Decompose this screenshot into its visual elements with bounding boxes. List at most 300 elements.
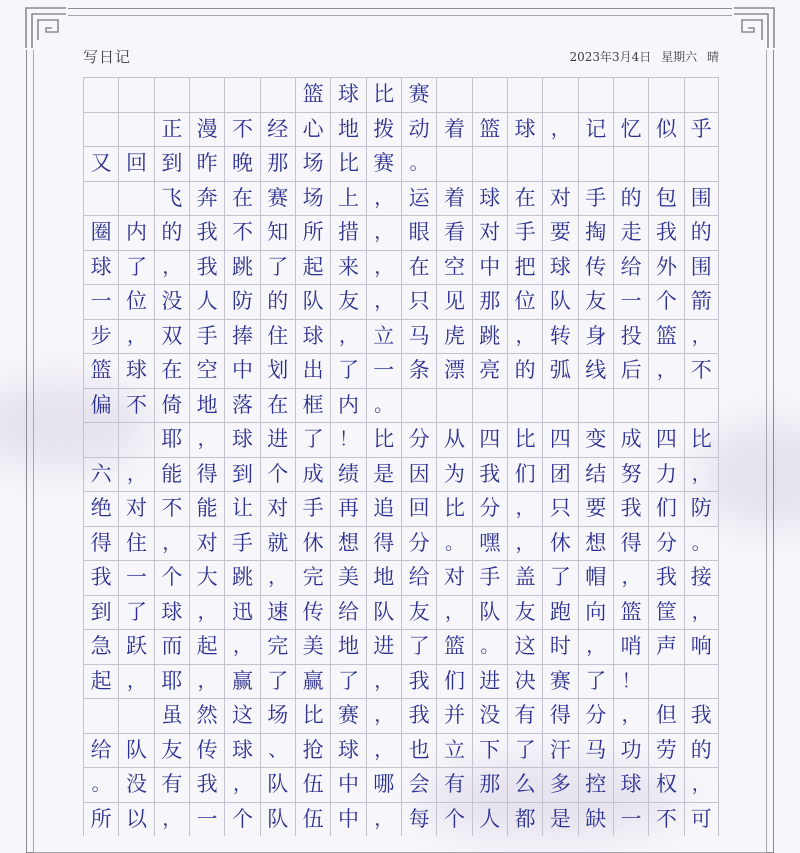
grid-cell-character: 空 xyxy=(189,353,224,388)
grid-cell-character: 结 xyxy=(578,457,613,492)
grid-cell-character: 是 xyxy=(366,457,401,492)
grid-cell-punctuation: ， xyxy=(118,319,153,354)
grid-cell-character: 我 xyxy=(648,215,683,250)
grid-cell-empty xyxy=(118,112,153,147)
grid-cell-character: 得 xyxy=(83,526,118,561)
diary-header xyxy=(83,44,719,72)
weather-text: 晴 xyxy=(706,50,719,64)
grid-cell-character: 时 xyxy=(542,629,577,664)
grid-cell-character: 赛 xyxy=(542,664,577,699)
grid-row xyxy=(83,767,719,802)
grid-cell-character: 美 xyxy=(295,629,330,664)
grid-cell-character: 球 xyxy=(224,733,259,768)
grid-cell-character: 比 xyxy=(366,422,401,457)
grid-cell-character: 绩 xyxy=(330,457,365,492)
grid-cell-character: 在 xyxy=(507,181,542,216)
grid-cell-character: 而 xyxy=(154,629,189,664)
grid-cell-punctuation: ， xyxy=(507,526,542,561)
grid-cell-character: 要 xyxy=(578,491,613,526)
grid-cell-character: 下 xyxy=(472,733,507,768)
grid-cell-character: 跳 xyxy=(224,560,259,595)
grid-cell-punctuation: ， xyxy=(366,284,401,319)
grid-cell-character: 框 xyxy=(295,388,330,423)
grid-cell-character: 成 xyxy=(613,422,648,457)
grid-cell-character: 成 xyxy=(295,457,330,492)
grid-cell-character: 球 xyxy=(330,733,365,768)
grid-cell-punctuation: ， xyxy=(330,319,365,354)
grid-cell-character: 球 xyxy=(542,250,577,285)
grid-cell-character: 大 xyxy=(189,560,224,595)
grid-cell-character: 因 xyxy=(401,457,436,492)
grid-cell-character: 们 xyxy=(436,664,471,699)
grid-cell-character: 所 xyxy=(295,215,330,250)
grid-cell-character: 没 xyxy=(154,284,189,319)
grid-cell-character: 中 xyxy=(224,353,259,388)
grid-cell-character: 在 xyxy=(401,250,436,285)
grid-cell-character: 的 xyxy=(613,181,648,216)
grid-cell-empty xyxy=(83,77,118,112)
grid-cell-punctuation: 。 xyxy=(684,526,719,561)
grid-cell-punctuation: ， xyxy=(189,422,224,457)
grid-cell-punctuation: 。 xyxy=(436,526,471,561)
grid-cell-empty xyxy=(118,422,153,457)
grid-cell-character: 哨 xyxy=(613,629,648,664)
grid-cell-empty xyxy=(260,77,295,112)
grid-cell-character: 动 xyxy=(401,112,436,147)
grid-cell-character: 想 xyxy=(330,526,365,561)
grid-cell-character: 这 xyxy=(507,629,542,664)
grid-cell-character: 来 xyxy=(330,250,365,285)
grid-cell-character: 圈 xyxy=(83,215,118,250)
grid-cell-character: 昨 xyxy=(189,146,224,181)
grid-cell-character: 晚 xyxy=(224,146,259,181)
grid-cell-character: 决 xyxy=(507,664,542,699)
grid-cell-character: 努 xyxy=(613,457,648,492)
grid-cell-empty xyxy=(613,77,648,112)
grid-cell-character: 要 xyxy=(542,215,577,250)
grid-cell-character: 包 xyxy=(648,181,683,216)
grid-cell-character: 完 xyxy=(260,629,295,664)
grid-cell-character: 个 xyxy=(154,560,189,595)
grid-cell-character: 中 xyxy=(330,802,365,837)
grid-cell-empty xyxy=(507,388,542,423)
grid-cell-character: 不 xyxy=(118,388,153,423)
grid-cell-character: 投 xyxy=(613,319,648,354)
grid-cell-character: 以 xyxy=(118,802,153,837)
grid-cell-punctuation: 、 xyxy=(260,733,295,768)
grid-cell-punctuation: ， xyxy=(366,181,401,216)
grid-cell-character: 一 xyxy=(613,284,648,319)
grid-cell-character: 权 xyxy=(648,767,683,802)
grid-cell-punctuation: ， xyxy=(366,698,401,733)
grid-cell-character: 对 xyxy=(118,491,153,526)
grid-cell-punctuation: ， xyxy=(578,629,613,664)
grid-cell-empty xyxy=(83,181,118,216)
grid-cell-character: 条 xyxy=(401,353,436,388)
grid-cell-empty xyxy=(684,146,719,181)
grid-cell-character: 比 xyxy=(330,146,365,181)
grid-cell-empty xyxy=(507,77,542,112)
grid-cell-character: 转 xyxy=(542,319,577,354)
grid-cell-character: 球 xyxy=(507,112,542,147)
grid-cell-character: 嘿 xyxy=(472,526,507,561)
grid-cell-character: 到 xyxy=(224,457,259,492)
grid-cell-character: 没 xyxy=(118,767,153,802)
grid-cell-character: 队 xyxy=(260,767,295,802)
grid-row xyxy=(83,388,719,423)
grid-cell-character: 响 xyxy=(684,629,719,664)
grid-cell-character: 我 xyxy=(189,767,224,802)
grid-cell-character: 能 xyxy=(189,491,224,526)
grid-cell-character: 后 xyxy=(613,353,648,388)
grid-row xyxy=(83,112,719,147)
grid-row xyxy=(83,560,719,595)
grid-cell-punctuation: ， xyxy=(648,353,683,388)
grid-cell-character: 篮 xyxy=(295,77,330,112)
grid-cell-character: 比 xyxy=(295,698,330,733)
grid-row xyxy=(83,215,719,250)
grid-cell-character: 我 xyxy=(189,250,224,285)
grid-cell-character: 多 xyxy=(542,767,577,802)
grid-cell-character: 亮 xyxy=(472,353,507,388)
grid-cell-character: 地 xyxy=(366,560,401,595)
grid-row xyxy=(83,457,719,492)
grid-cell-empty xyxy=(401,388,436,423)
grid-cell-punctuation: ！ xyxy=(330,422,365,457)
grid-cell-punctuation: 。 xyxy=(472,629,507,664)
grid-cell-character: 眼 xyxy=(401,215,436,250)
grid-cell-character: 对 xyxy=(472,215,507,250)
grid-cell-empty xyxy=(542,77,577,112)
grid-cell-character: 防 xyxy=(224,284,259,319)
grid-cell-empty xyxy=(542,146,577,181)
grid-cell-character: 只 xyxy=(401,284,436,319)
grid-cell-character: 线 xyxy=(578,353,613,388)
grid-cell-character: 这 xyxy=(224,698,259,733)
grid-cell-character: 了 xyxy=(118,595,153,630)
grid-cell-character: 住 xyxy=(118,526,153,561)
grid-cell-character: 得 xyxy=(542,698,577,733)
grid-cell-character: 的 xyxy=(154,215,189,250)
grid-cell-character: 忆 xyxy=(613,112,648,147)
grid-cell-character: 个 xyxy=(260,457,295,492)
grid-cell-character: 从 xyxy=(436,422,471,457)
grid-cell-character: 到 xyxy=(154,146,189,181)
grid-cell-character: 赛 xyxy=(401,77,436,112)
grid-cell-character: 四 xyxy=(472,422,507,457)
grid-cell-character: 手 xyxy=(578,181,613,216)
grid-cell-character: 跳 xyxy=(472,319,507,354)
grid-cell-empty xyxy=(118,698,153,733)
grid-cell-punctuation: 。 xyxy=(83,767,118,802)
grid-row xyxy=(83,595,719,630)
grid-cell-punctuation: ， xyxy=(118,664,153,699)
grid-cell-character: 球 xyxy=(330,77,365,112)
grid-cell-empty xyxy=(648,146,683,181)
grid-cell-character: 我 xyxy=(684,698,719,733)
grid-cell-character: 不 xyxy=(224,112,259,147)
grid-row xyxy=(83,250,719,285)
grid-cell-character: 不 xyxy=(224,215,259,250)
grid-cell-punctuation: ， xyxy=(436,595,471,630)
grid-cell-character: 传 xyxy=(189,733,224,768)
grid-cell-character: 比 xyxy=(507,422,542,457)
grid-cell-character: 赛 xyxy=(330,698,365,733)
grid-cell-character: 手 xyxy=(189,319,224,354)
grid-cell-character: 传 xyxy=(295,595,330,630)
grid-cell-character: 速 xyxy=(260,595,295,630)
grid-cell-character: 进 xyxy=(366,629,401,664)
grid-cell-character: 地 xyxy=(330,112,365,147)
grid-cell-punctuation: ， xyxy=(542,112,577,147)
grid-cell-character: 我 xyxy=(613,491,648,526)
grid-cell-character: 记 xyxy=(578,112,613,147)
grid-cell-character: 那 xyxy=(472,767,507,802)
grid-cell-character: 拨 xyxy=(366,112,401,147)
grid-cell-character: 了 xyxy=(260,250,295,285)
grid-cell-character: 一 xyxy=(118,560,153,595)
grid-cell-punctuation: 。 xyxy=(366,388,401,423)
grid-cell-character: 身 xyxy=(578,319,613,354)
grid-row xyxy=(83,146,719,181)
essay-grid xyxy=(83,77,719,836)
grid-row xyxy=(83,319,719,354)
grid-cell-character: 起 xyxy=(83,664,118,699)
grid-cell-character: 了 xyxy=(330,664,365,699)
grid-row xyxy=(83,698,719,733)
grid-cell-character: 空 xyxy=(436,250,471,285)
grid-cell-character: 起 xyxy=(189,629,224,664)
grid-cell-character: 那 xyxy=(472,284,507,319)
grid-cell-punctuation: ！ xyxy=(613,664,648,699)
grid-cell-character: 不 xyxy=(154,491,189,526)
grid-cell-empty xyxy=(578,77,613,112)
grid-cell-character: 中 xyxy=(472,250,507,285)
grid-cell-punctuation: ， xyxy=(189,595,224,630)
grid-row xyxy=(83,284,719,319)
grid-cell-character: 让 xyxy=(224,491,259,526)
grid-cell-character: 可 xyxy=(684,802,719,837)
grid-cell-character: 了 xyxy=(118,250,153,285)
grid-cell-empty xyxy=(578,388,613,423)
grid-cell-character: 控 xyxy=(578,767,613,802)
grid-cell-character: 个 xyxy=(436,802,471,837)
grid-cell-empty xyxy=(613,388,648,423)
grid-cell-character: 一 xyxy=(189,802,224,837)
grid-cell-character: 的 xyxy=(684,733,719,768)
grid-cell-character: 奔 xyxy=(189,181,224,216)
grid-cell-character: 运 xyxy=(401,181,436,216)
grid-cell-character: 双 xyxy=(154,319,189,354)
diary-title: 写日记 xyxy=(83,48,132,66)
grid-cell-character: 住 xyxy=(260,319,295,354)
grid-cell-character: 篮 xyxy=(83,353,118,388)
grid-cell-character: 立 xyxy=(436,733,471,768)
grid-cell-character: 上 xyxy=(330,181,365,216)
grid-cell-character: 人 xyxy=(189,284,224,319)
grid-cell-character: 只 xyxy=(542,491,577,526)
grid-cell-character: 队 xyxy=(542,284,577,319)
grid-cell-character: 得 xyxy=(189,457,224,492)
grid-cell-character: 步 xyxy=(83,319,118,354)
grid-cell-empty xyxy=(648,77,683,112)
grid-cell-character: 有 xyxy=(154,767,189,802)
grid-cell-character: 正 xyxy=(154,112,189,147)
grid-cell-character: 场 xyxy=(295,181,330,216)
grid-cell-character: 场 xyxy=(295,146,330,181)
grid-cell-empty xyxy=(436,388,471,423)
grid-cell-character: 了 xyxy=(578,664,613,699)
grid-cell-character: 友 xyxy=(154,733,189,768)
grid-cell-character: 了 xyxy=(260,664,295,699)
grid-cell-empty xyxy=(684,388,719,423)
grid-cell-punctuation: ， xyxy=(118,457,153,492)
grid-cell-character: 虎 xyxy=(436,319,471,354)
grid-cell-character: 向 xyxy=(578,595,613,630)
grid-cell-punctuation: ， xyxy=(366,664,401,699)
grid-row xyxy=(83,422,719,457)
grid-cell-character: 经 xyxy=(260,112,295,147)
grid-cell-character: 么 xyxy=(507,767,542,802)
grid-row xyxy=(83,491,719,526)
grid-cell-character: 队 xyxy=(472,595,507,630)
grid-cell-character: 在 xyxy=(224,181,259,216)
grid-cell-character: 汗 xyxy=(542,733,577,768)
grid-cell-character: 篮 xyxy=(436,629,471,664)
grid-cell-character: 也 xyxy=(401,733,436,768)
grid-cell-empty xyxy=(613,146,648,181)
grid-cell-character: 乎 xyxy=(684,112,719,147)
grid-cell-character: 漂 xyxy=(436,353,471,388)
grid-cell-character: 迅 xyxy=(224,595,259,630)
grid-row xyxy=(83,526,719,561)
grid-cell-punctuation: ， xyxy=(224,767,259,802)
grid-cell-empty xyxy=(154,77,189,112)
grid-cell-character: 进 xyxy=(260,422,295,457)
grid-cell-character: 跃 xyxy=(118,629,153,664)
grid-cell-punctuation: ， xyxy=(507,319,542,354)
grid-cell-character: 没 xyxy=(472,698,507,733)
grid-cell-character: 球 xyxy=(613,767,648,802)
grid-cell-character: 位 xyxy=(507,284,542,319)
grid-cell-character: 手 xyxy=(507,215,542,250)
grid-cell-punctuation: ， xyxy=(613,560,648,595)
grid-cell-punctuation: 。 xyxy=(401,146,436,181)
grid-cell-character: 不 xyxy=(648,802,683,837)
grid-cell-punctuation: ， xyxy=(684,319,719,354)
grid-cell-character: 我 xyxy=(648,560,683,595)
grid-cell-character: 又 xyxy=(83,146,118,181)
grid-cell-punctuation: ， xyxy=(260,560,295,595)
grid-row xyxy=(83,664,719,699)
grid-cell-character: 功 xyxy=(613,733,648,768)
date-line xyxy=(564,48,720,65)
grid-cell-character: 分 xyxy=(401,526,436,561)
grid-cell-character: 球 xyxy=(224,422,259,457)
grid-cell-character: 手 xyxy=(472,560,507,595)
grid-cell-empty xyxy=(507,146,542,181)
grid-cell-character: 着 xyxy=(436,181,471,216)
grid-cell-character: 分 xyxy=(578,698,613,733)
grid-cell-character: 赢 xyxy=(224,664,259,699)
grid-cell-empty xyxy=(578,146,613,181)
grid-cell-character: 我 xyxy=(189,215,224,250)
grid-cell-character: 见 xyxy=(436,284,471,319)
grid-cell-character: 球 xyxy=(154,595,189,630)
grid-cell-character: 虽 xyxy=(154,698,189,733)
grid-row xyxy=(83,629,719,664)
grid-cell-character: 团 xyxy=(542,457,577,492)
grid-cell-character: 急 xyxy=(83,629,118,664)
grid-cell-character: 马 xyxy=(578,733,613,768)
grid-cell-empty xyxy=(684,77,719,112)
grid-cell-punctuation: ， xyxy=(366,733,401,768)
grid-cell-empty xyxy=(472,388,507,423)
grid-cell-character: 我 xyxy=(83,560,118,595)
grid-cell-character: 箭 xyxy=(684,284,719,319)
grid-cell-character: 偏 xyxy=(83,388,118,423)
grid-cell-character: 为 xyxy=(436,457,471,492)
grid-cell-empty xyxy=(472,146,507,181)
grid-cell-punctuation: ， xyxy=(684,767,719,802)
grid-cell-character: 起 xyxy=(295,250,330,285)
grid-cell-character: 一 xyxy=(366,353,401,388)
grid-cell-character: 外 xyxy=(648,250,683,285)
grid-cell-character: 耶 xyxy=(154,664,189,699)
grid-cell-character: 休 xyxy=(542,526,577,561)
grid-cell-character: 在 xyxy=(154,353,189,388)
date-text: 2023年3月4日 xyxy=(569,50,652,64)
grid-cell-character: 到 xyxy=(83,595,118,630)
grid-cell-character: 们 xyxy=(507,457,542,492)
grid-cell-character: 比 xyxy=(436,491,471,526)
grid-cell-character: 一 xyxy=(83,284,118,319)
grid-cell-character: 对 xyxy=(189,526,224,561)
grid-cell-character: 落 xyxy=(224,388,259,423)
grid-cell-punctuation: ， xyxy=(684,595,719,630)
grid-cell-empty xyxy=(472,77,507,112)
grid-cell-punctuation: ， xyxy=(224,629,259,664)
grid-cell-character: 追 xyxy=(366,491,401,526)
grid-cell-character: 手 xyxy=(295,491,330,526)
grid-cell-character: 篮 xyxy=(648,319,683,354)
grid-cell-character: 绝 xyxy=(83,491,118,526)
grid-cell-empty xyxy=(224,77,259,112)
grid-cell-character: 六 xyxy=(83,457,118,492)
grid-cell-character: 知 xyxy=(260,215,295,250)
grid-cell-character: 内 xyxy=(118,215,153,250)
grid-cell-character: 我 xyxy=(472,457,507,492)
grid-cell-character: 是 xyxy=(542,802,577,837)
grid-cell-character: 球 xyxy=(472,181,507,216)
grid-cell-empty xyxy=(83,698,118,733)
grid-cell-punctuation: ， xyxy=(154,526,189,561)
grid-cell-character: 篮 xyxy=(613,595,648,630)
grid-cell-character: 措 xyxy=(330,215,365,250)
grid-cell-character: 就 xyxy=(260,526,295,561)
grid-cell-character: 回 xyxy=(401,491,436,526)
grid-cell-punctuation: ， xyxy=(507,491,542,526)
grid-cell-character: 劳 xyxy=(648,733,683,768)
grid-cell-character: 了 xyxy=(542,560,577,595)
grid-cell-character: 分 xyxy=(472,491,507,526)
grid-cell-character: 赢 xyxy=(295,664,330,699)
grid-cell-character: 并 xyxy=(436,698,471,733)
grid-cell-empty xyxy=(648,664,683,699)
grid-cell-punctuation: ， xyxy=(189,664,224,699)
grid-cell-empty xyxy=(83,112,118,147)
grid-cell-character: 伍 xyxy=(295,767,330,802)
